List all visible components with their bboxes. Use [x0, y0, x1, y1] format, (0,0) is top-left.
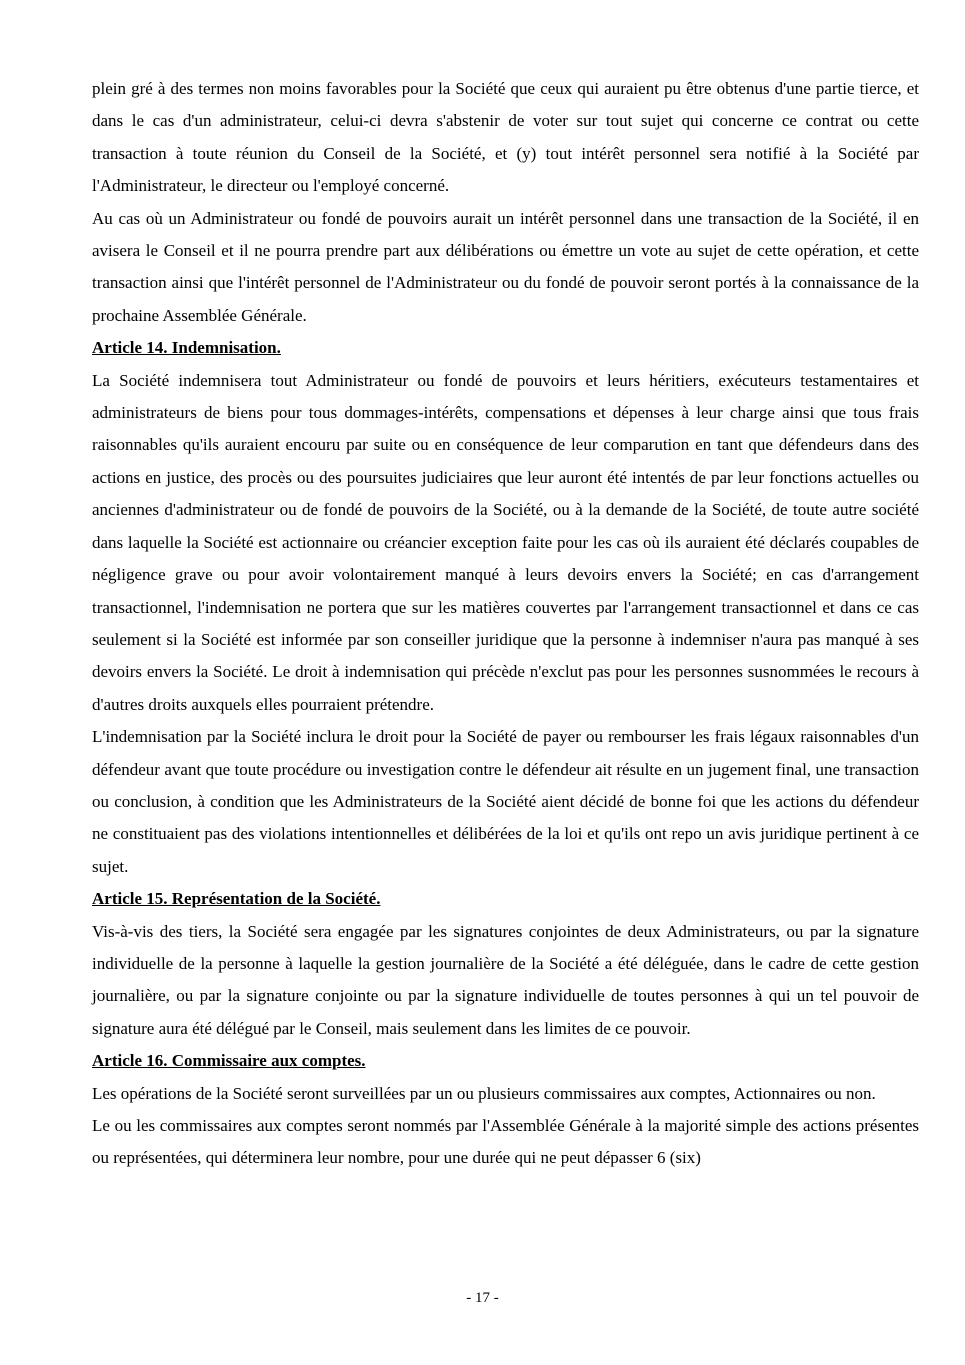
article-15-heading: Article 15. Représentation de la Société.: [92, 889, 381, 909]
paragraph-indemnisation-fees: L'indemnisation par la Société inclura le droit pour la Société de payer ou rembourser les frais légaux raisonnables d'un défendeur avant que toute procédure ou investigation contre le défendeur ait résulte en un jugement final, une transaction ou conclusion, à condition que les Administrateurs de la Société aient décidé de bonne foi que les actions du défendeur ne constituaient pas des violations intentionnelles et délibérées de la loi et qu'ils ont repo un avis juridique pertinent à ce sujet.: [92, 727, 919, 876]
document-body: [92, 73, 919, 1175]
article-16-heading: Article 16. Commissaire aux comptes.: [92, 1051, 366, 1071]
page-number: - 17 -: [466, 1290, 499, 1306]
paragraph-representation: Vis-à-vis des tiers, la Société sera engagée par les signatures conjointes de deux Administrateurs, ou par la signature individuelle de la personne à laquelle la gestion journalière de la Société a été déléguée, dans le cadre de cette gestion journalière, ou par la signature conjointe ou par la signature individuelle de toutes personnes à qui un tel pouvoir de signature aura été délégué par le Conseil, mais seulement dans les limites de ce pouvoir.: [92, 921, 919, 1038]
paragraph-indemnisation: La Société indemnisera tout Administrateur ou fondé de pouvoirs et leurs héritiers, exécuteurs testamentaires et administrateurs de biens pour tous dommages-intérêts, compensations et dépenses à leur charge ainsi que tous frais raisonnables qu'ils auraient encouru par suite ou en conséquence de leur comparution en tant que défendeurs dans des actions en justice, des procès ou des poursuites judiciaires que leur auront été intentés de par leur fonctions actuelles ou anciennes d'administrateur ou de fondé de pouvoirs de la Société, ou à la demande de la Société, de toute autre société dans laquelle la Société est actionnaire ou créancier exception faite pour les cas où ils auraient été déclarés coupables de négligence grave ou pour avoir volontairement manqué à leurs devoirs envers la Société; en cas d'arrangement transactionnel, l'indemnisation ne portera que sur les matières couvertes par l'arrangement transactionnel et dans ce cas seulement si la Société est informée par son conseiller juridique que la personne à indemniser n'aura pas manqué à ses devoirs envers la Société. Le droit à indemnisation qui précède n'exclut pas pour les personnes susnommées le recours à d'autres droits auxquels elles pourraient prétendre.: [92, 370, 919, 714]
paragraph-conflict-of-interest: Au cas où un Administrateur ou fondé de pouvoirs aurait un intérêt personnel dans une transaction de la Société, il en avisera le Conseil et il ne pourra prendre part aux délibérations ou émettre un vote au sujet de cette opération, et cette transaction ainsi que l'intérêt personnel de l'Administrateur ou du fondé de pouvoir seront portés à la connaissance de la prochaine Assemblée Générale.: [92, 208, 919, 325]
paragraph-auditors-oversight: Les opérations de la Société seront surveillées par un ou plusieurs commissaires aux comptes, Actionnaires ou non.: [92, 1083, 876, 1103]
article-14-heading: Article 14. Indemnisation.: [92, 338, 281, 358]
paragraph-auditors-appointment: Le ou les commissaires aux comptes seront nommés par l'Assemblée Générale à la majorité simple des actions présentes ou représentées, qui déterminera leur nombre, pour une durée qui ne peut dépasser 6 (six): [92, 1116, 919, 1168]
paragraph-continuation: plein gré à des termes non moins favorables pour la Société que ceux qui auraient pu être obtenus d'une partie tierce, et dans le cas d'un administrateur, celui-ci devra s'abstenir de voter sur tout sujet qui concerne ce contrat ou cette transaction à toute réunion du Conseil de la Société, et (y) tout intérêt personnel sera notifié à la Société par l'Administrateur, le directeur ou l'employé concerné.: [92, 79, 919, 196]
